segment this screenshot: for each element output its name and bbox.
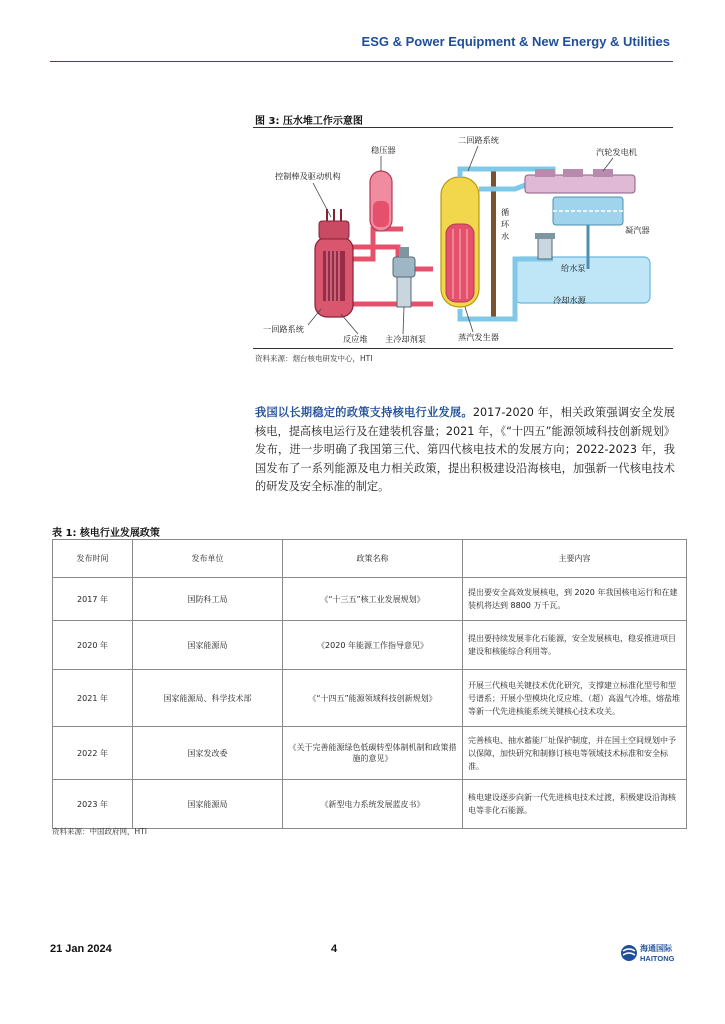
condenser [553,197,623,225]
cell-date: 2023 年 [53,780,133,829]
table-source: 资料来源：中国政府网，HTI [52,827,147,836]
turbine-generator [525,169,635,193]
pwr-diagram [253,129,673,347]
cell-policy: 《“十三五”核工业发展规划》 [283,578,463,621]
cell-content: 提出要安全高效发展核电，到 2020 年我国核电运行和在建装机将达到 8800 万千瓦。 [463,578,687,621]
label-circulating-water-1: 循 [501,207,510,217]
leader-primary-loop [308,309,321,325]
pressurizer [370,171,392,231]
figure-source: 资料来源：烟台核电研发中心，HTI [255,354,373,363]
header-divider [50,61,673,62]
footer-date: 21 Jan 2024 [50,943,112,955]
cell-content: 核电建设逐步向新一代先进核电技术过渡，积极建设沿海核电等非化石能源。 [463,780,687,829]
policy-paragraph [255,404,675,497]
label-primary-loop: 一回路系统 [263,324,304,334]
figure-caption: 图 3: 压水堆工作示意图 [255,116,363,127]
paragraph-body: 2017-2020 年，相关政策强调安全发展核电，提高核电运行及在建装机容量；2021 年，《“十四五”能源领域科技创新规划》发布，进一步明确了我国第三代、第四代核电技术的发展方向；2022-2023 年，我国发布了一系列能源及电力相关政策，提出积极建设沿海核电，加强新一代核电技术的研发及安全标准的制定。 [255,406,675,493]
figure-bottom-rule [253,348,673,349]
cell-policy: 《新型电力系统发展蓝皮书》 [283,780,463,829]
feed-water-pump [535,233,555,259]
table-row [53,578,687,621]
table-caption: 表 1: 核电行业发展政策 [52,528,160,539]
cell-date: 2020 年 [53,621,133,670]
cell-policy: 《“十四五”能源领域科技创新规划》 [283,670,463,727]
cell-policy: 《2020 年能源工作指导意见》 [283,621,463,670]
label-steam-generator: 蒸汽发生器 [458,332,499,342]
cell-issuer: 国家能源局 [133,621,283,670]
label-pressurizer: 稳压器 [371,145,396,155]
cell-date: 2017 年 [53,578,133,621]
figure-top-rule [253,127,673,128]
cell-content: 完善核电、抽水蓄能厂址保护制度，并在国土空间规划中予以保障，加快研究和制修订核电等领域技术标准和安全标准。 [463,727,687,780]
policy-table [52,539,687,829]
policy-table-wrap [52,539,686,829]
page-number: 4 [331,943,338,955]
cell-content: 开展三代核电关键技术优化研究，支撑建立标准化型号和型号谱系；开展小型模块化反应堆、（超）高温气冷堆、熔盐堆等新一代先进核能系统关键核心技术攻关。 [463,670,687,727]
label-feed-pump: 给水泵 [561,263,586,273]
table-row [53,621,687,670]
cell-issuer: 国家能源局 [133,780,283,829]
table-row [53,670,687,727]
label-reactor: 反应堆 [343,334,368,344]
table-row [53,780,687,829]
header-date: 发布时间 [53,540,133,578]
reactor-vessel [315,209,353,317]
cell-issuer: 国家能源局、科学技术部 [133,670,283,727]
cell-date: 2021 年 [53,670,133,727]
label-cooling-source: 冷却水源 [553,295,586,305]
primary-hot-leg [348,229,403,259]
cell-policy: 《关于完善能源绿色低碳转型体制机制和政策措施的意见》 [283,727,463,780]
cell-issuer: 国家发改委 [133,727,283,780]
logo-text-cn: 海通国际 [640,944,672,953]
label-main-coolant-pump: 主冷却剂泵 [385,334,426,344]
label-control-rod: 控制棒及驱动机构 [275,171,341,181]
header-content: 主要内容 [463,540,687,578]
leader-reactor [341,314,358,334]
label-turbine: 汽轮发电机 [596,147,637,157]
paragraph-lead: 我国以长期稳定的政策支持核电行业发展。 [255,406,473,419]
steam-generator [441,177,479,307]
cell-issuer: 国防科工局 [133,578,283,621]
cell-content: 提出要持续发展非化石能源，安全发展核电，稳妥推进项目建设和核能综合利用等。 [463,621,687,670]
table-header-row [53,540,687,578]
label-circulating-water-3: 水 [501,231,510,241]
label-circulating-water-2: 环 [501,219,510,229]
cell-date: 2022 年 [53,727,133,780]
leader-main-pump [403,307,404,334]
header-title: ESG & Power Equipment & New Energy & Utilities [361,34,670,49]
logo-text-en: HAITONG [640,954,675,963]
leader-control-rod [313,183,331,217]
steam-line [479,184,528,189]
table-row [53,727,687,780]
label-condenser: 凝汽器 [625,225,650,235]
header-issuer: 发布单位 [133,540,283,578]
label-secondary-loop: 二回路系统 [458,135,499,145]
header-policy: 政策名称 [283,540,463,578]
